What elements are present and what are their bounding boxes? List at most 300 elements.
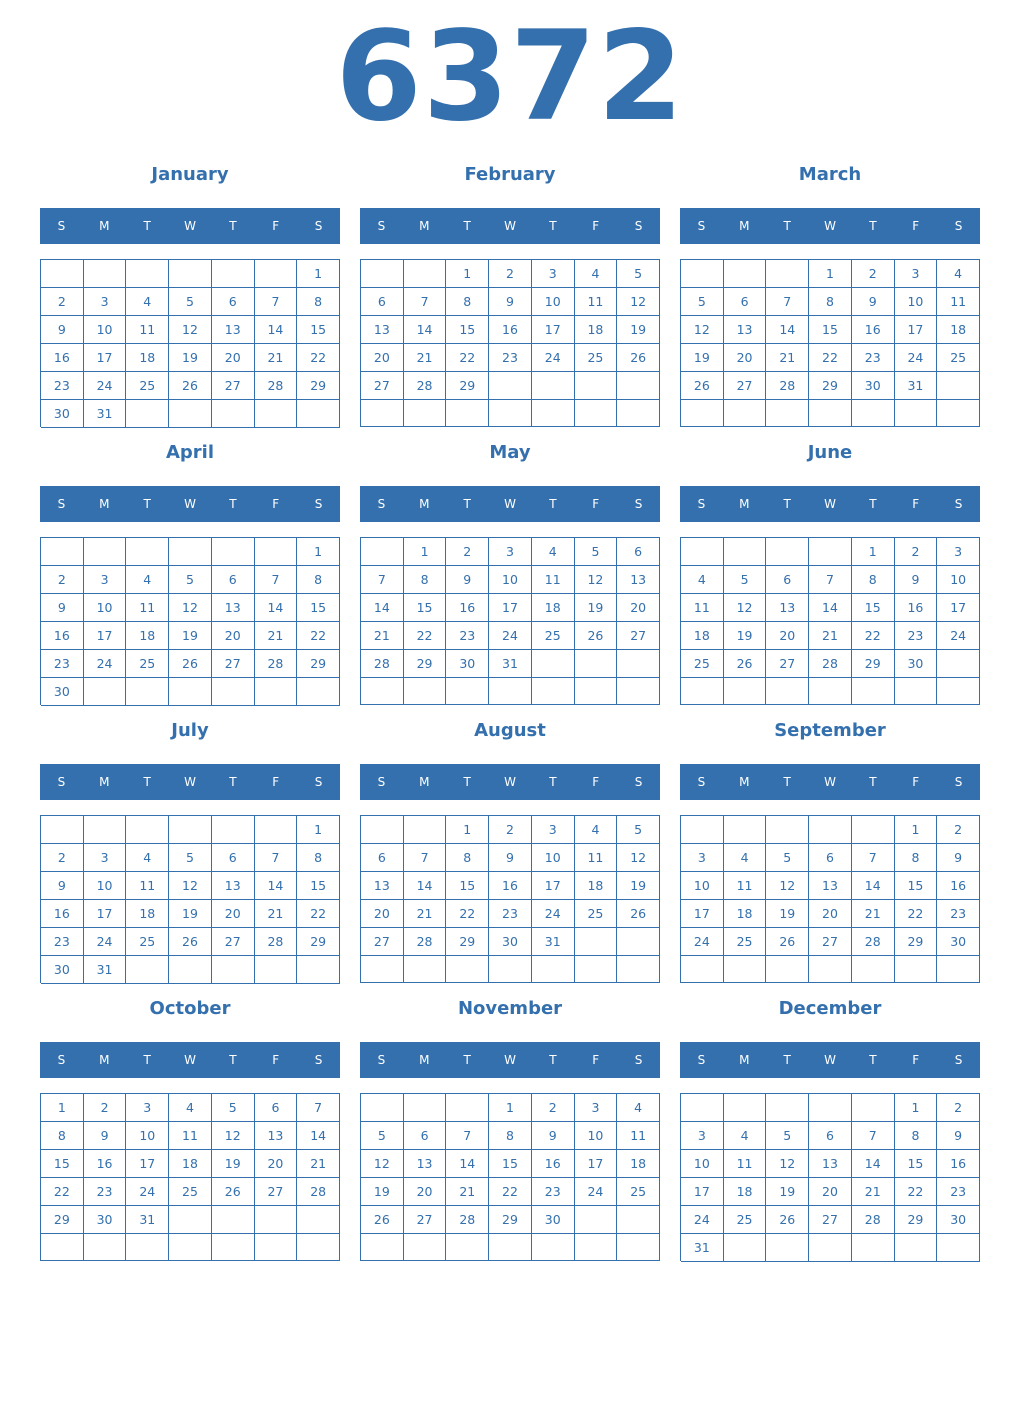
day-cell: 10	[489, 566, 532, 594]
day-cell: 1	[297, 538, 340, 566]
weekday-label: S	[697, 775, 706, 789]
day-cell: 24	[126, 1178, 169, 1206]
empty-day-cell	[489, 400, 532, 427]
day-cell: 20	[404, 1178, 447, 1206]
empty-day-cell	[361, 956, 404, 983]
month-name: October	[149, 998, 231, 1019]
day-cell: 11	[617, 1122, 660, 1150]
day-cell: 15	[446, 872, 489, 900]
day-cell: 30	[852, 372, 895, 400]
day-cell: 25	[937, 344, 980, 372]
empty-day-cell	[766, 400, 809, 427]
day-cell: 17	[84, 900, 127, 928]
day-cell: 17	[84, 344, 127, 372]
weekday-label: T	[869, 497, 877, 511]
day-cell: 7	[404, 288, 447, 316]
day-cell: 14	[852, 872, 895, 900]
empty-day-cell	[852, 1094, 895, 1122]
day-cell: 1	[297, 816, 340, 844]
day-cell: 16	[446, 594, 489, 622]
day-cell: 28	[809, 650, 852, 678]
day-cell: 19	[169, 622, 212, 650]
empty-day-cell	[575, 650, 618, 678]
weekday-label: F	[912, 775, 920, 789]
month-name: September	[774, 720, 886, 741]
day-cell: 19	[617, 316, 660, 344]
day-cell: 2	[852, 260, 895, 288]
day-cell: 7	[446, 1122, 489, 1150]
day-cell: 3	[937, 538, 980, 566]
month-name: December	[778, 998, 882, 1019]
weekday-label: M	[419, 1053, 430, 1067]
empty-day-cell	[575, 928, 618, 956]
empty-day-cell	[126, 1234, 169, 1261]
day-cell: 1	[489, 1094, 532, 1122]
weekday-label: S	[314, 497, 323, 511]
day-cell: 18	[681, 622, 724, 650]
day-cell: 10	[681, 1150, 724, 1178]
day-cell: 19	[169, 900, 212, 928]
day-cell: 27	[212, 928, 255, 956]
month-march	[680, 160, 980, 430]
weekday-label: F	[272, 775, 280, 789]
weekday-label: T	[143, 775, 151, 789]
day-cell: 24	[895, 344, 938, 372]
empty-day-cell	[937, 956, 980, 983]
day-cell: 29	[446, 928, 489, 956]
day-cell: 17	[532, 316, 575, 344]
empty-day-cell	[446, 1094, 489, 1122]
empty-day-cell	[361, 1234, 404, 1261]
empty-day-cell	[532, 678, 575, 705]
day-cell: 26	[617, 344, 660, 372]
day-cell: 29	[489, 1206, 532, 1234]
day-cell: 4	[575, 816, 618, 844]
weekday-label: S	[377, 219, 386, 233]
month-name: June	[807, 442, 853, 463]
day-cell: 28	[361, 650, 404, 678]
weekday-label: S	[634, 1053, 643, 1067]
day-cell: 7	[297, 1094, 340, 1122]
month-name: August	[474, 720, 546, 741]
day-cell: 4	[937, 260, 980, 288]
day-cell: 26	[169, 372, 212, 400]
day-cell: 10	[575, 1122, 618, 1150]
day-cell: 19	[617, 872, 660, 900]
day-cell: 26	[212, 1178, 255, 1206]
day-cell: 27	[255, 1178, 298, 1206]
day-cell: 3	[532, 260, 575, 288]
empty-day-cell	[617, 956, 660, 983]
empty-day-cell	[446, 400, 489, 427]
month-july	[40, 716, 340, 986]
day-cell: 4	[681, 566, 724, 594]
day-cell: 12	[766, 1150, 809, 1178]
day-cell: 25	[169, 1178, 212, 1206]
day-cell: 21	[852, 900, 895, 928]
weekday-label: T	[549, 219, 557, 233]
day-cell: 28	[404, 928, 447, 956]
day-cell: 20	[809, 1178, 852, 1206]
day-cell: 21	[446, 1178, 489, 1206]
day-cell: 13	[617, 566, 660, 594]
day-cell: 7	[809, 566, 852, 594]
weekday-label: T	[143, 1053, 151, 1067]
day-cell: 21	[361, 622, 404, 650]
day-cell: 20	[255, 1150, 298, 1178]
day-cell: 28	[766, 372, 809, 400]
empty-day-cell	[404, 678, 447, 705]
day-cell: 12	[617, 288, 660, 316]
empty-day-cell	[84, 816, 127, 844]
day-cell: 13	[404, 1150, 447, 1178]
empty-day-cell	[724, 678, 767, 705]
empty-day-cell	[84, 1234, 127, 1261]
empty-day-cell	[532, 1234, 575, 1261]
day-cell: 10	[532, 844, 575, 872]
day-cell: 17	[532, 872, 575, 900]
day-cell: 9	[41, 316, 84, 344]
day-cell: 29	[297, 928, 340, 956]
empty-day-cell	[404, 1234, 447, 1261]
day-cell: 17	[681, 900, 724, 928]
day-cell: 2	[937, 816, 980, 844]
day-cell: 12	[361, 1150, 404, 1178]
day-cell: 31	[84, 956, 127, 984]
day-cell: 30	[937, 1206, 980, 1234]
empty-day-cell	[255, 1234, 298, 1261]
day-cell: 10	[84, 872, 127, 900]
day-cell: 11	[575, 288, 618, 316]
weekday-label: T	[229, 1053, 237, 1067]
day-cell: 4	[532, 538, 575, 566]
day-cell: 6	[809, 844, 852, 872]
weekday-label: M	[419, 775, 430, 789]
weekday-label: T	[869, 1053, 877, 1067]
day-cell: 20	[617, 594, 660, 622]
day-cell: 24	[681, 928, 724, 956]
day-cell: 7	[766, 288, 809, 316]
empty-day-cell	[404, 260, 447, 288]
day-cell: 11	[126, 594, 169, 622]
day-cell: 14	[766, 316, 809, 344]
day-cell: 31	[126, 1206, 169, 1234]
empty-day-cell	[404, 400, 447, 427]
day-grid	[360, 537, 660, 705]
weekday-label: S	[954, 1053, 963, 1067]
day-cell: 4	[617, 1094, 660, 1122]
day-cell: 18	[724, 900, 767, 928]
empty-day-cell	[724, 260, 767, 288]
empty-day-cell	[169, 260, 212, 288]
day-cell: 26	[361, 1206, 404, 1234]
day-cell: 11	[575, 844, 618, 872]
empty-day-cell	[766, 1094, 809, 1122]
empty-day-cell	[446, 1234, 489, 1261]
empty-day-cell	[617, 650, 660, 678]
day-cell: 31	[681, 1234, 724, 1262]
empty-day-cell	[212, 260, 255, 288]
day-cell: 17	[84, 622, 127, 650]
day-cell: 25	[681, 650, 724, 678]
empty-day-cell	[169, 538, 212, 566]
day-cell: 3	[489, 538, 532, 566]
day-cell: 30	[532, 1206, 575, 1234]
day-cell: 7	[852, 1122, 895, 1150]
day-cell: 22	[809, 344, 852, 372]
empty-day-cell	[212, 678, 255, 706]
day-cell: 5	[681, 288, 724, 316]
empty-day-cell	[766, 1234, 809, 1262]
day-cell: 2	[41, 566, 84, 594]
day-cell: 18	[532, 594, 575, 622]
empty-day-cell	[575, 678, 618, 705]
day-cell: 4	[126, 288, 169, 316]
weekday-label: S	[697, 1053, 706, 1067]
day-cell: 7	[255, 844, 298, 872]
day-cell: 8	[404, 566, 447, 594]
weekday-label: W	[184, 497, 196, 511]
day-cell: 14	[852, 1150, 895, 1178]
empty-day-cell	[297, 956, 340, 984]
day-cell: 15	[809, 316, 852, 344]
weekday-label: T	[549, 497, 557, 511]
month-january	[40, 160, 340, 430]
day-cell: 29	[809, 372, 852, 400]
day-cell: 24	[84, 928, 127, 956]
day-cell: 20	[361, 344, 404, 372]
day-grid	[680, 537, 980, 705]
empty-day-cell	[575, 956, 618, 983]
year-title: 6372	[335, 5, 685, 149]
empty-day-cell	[212, 400, 255, 428]
day-cell: 14	[255, 594, 298, 622]
day-grid	[40, 1093, 340, 1261]
day-cell: 28	[255, 372, 298, 400]
day-cell: 25	[532, 622, 575, 650]
day-cell: 8	[297, 566, 340, 594]
empty-day-cell	[575, 1234, 618, 1261]
day-cell: 22	[852, 622, 895, 650]
empty-day-cell	[126, 956, 169, 984]
empty-day-cell	[361, 1094, 404, 1122]
empty-day-cell	[617, 1206, 660, 1234]
weekday-header	[680, 764, 980, 800]
day-cell: 26	[575, 622, 618, 650]
weekday-label: S	[314, 1053, 323, 1067]
day-cell: 7	[255, 566, 298, 594]
day-cell: 15	[895, 872, 938, 900]
day-cell: 6	[617, 538, 660, 566]
empty-day-cell	[617, 372, 660, 400]
day-cell: 31	[532, 928, 575, 956]
empty-day-cell	[255, 816, 298, 844]
day-cell: 21	[255, 900, 298, 928]
day-grid	[680, 1093, 980, 1261]
month-may	[360, 438, 660, 708]
day-cell: 13	[212, 316, 255, 344]
day-cell: 5	[169, 566, 212, 594]
weekday-label: M	[99, 219, 110, 233]
day-cell: 28	[404, 372, 447, 400]
weekday-label: W	[184, 1053, 196, 1067]
day-cell: 2	[84, 1094, 127, 1122]
day-cell: 3	[681, 844, 724, 872]
day-cell: 5	[766, 1122, 809, 1150]
day-cell: 1	[852, 538, 895, 566]
empty-day-cell	[126, 260, 169, 288]
day-cell: 11	[126, 316, 169, 344]
empty-day-cell	[809, 816, 852, 844]
weekday-label: S	[314, 775, 323, 789]
day-cell: 14	[255, 316, 298, 344]
day-cell: 1	[809, 260, 852, 288]
day-cell: 22	[489, 1178, 532, 1206]
day-cell: 10	[895, 288, 938, 316]
day-cell: 6	[404, 1122, 447, 1150]
empty-day-cell	[169, 1206, 212, 1234]
weekday-label: S	[377, 497, 386, 511]
empty-day-cell	[169, 400, 212, 428]
weekday-label: F	[272, 219, 280, 233]
day-cell: 29	[895, 928, 938, 956]
day-cell: 11	[937, 288, 980, 316]
empty-day-cell	[617, 1234, 660, 1261]
weekday-label: F	[912, 1053, 920, 1067]
day-cell: 28	[852, 1206, 895, 1234]
day-cell: 22	[895, 900, 938, 928]
day-cell: 20	[809, 900, 852, 928]
day-cell: 7	[361, 566, 404, 594]
day-cell: 26	[169, 928, 212, 956]
day-cell: 18	[169, 1150, 212, 1178]
day-cell: 4	[724, 844, 767, 872]
day-cell: 22	[895, 1178, 938, 1206]
weekday-label: T	[463, 1053, 471, 1067]
empty-day-cell	[895, 956, 938, 983]
day-cell: 17	[895, 316, 938, 344]
empty-day-cell	[724, 1234, 767, 1262]
day-cell: 20	[766, 622, 809, 650]
empty-day-cell	[404, 1094, 447, 1122]
weekday-header	[680, 486, 980, 522]
empty-day-cell	[126, 538, 169, 566]
empty-day-cell	[617, 928, 660, 956]
day-cell: 23	[84, 1178, 127, 1206]
empty-day-cell	[169, 956, 212, 984]
day-cell: 6	[809, 1122, 852, 1150]
day-cell: 29	[297, 650, 340, 678]
empty-day-cell	[937, 650, 980, 678]
day-cell: 18	[617, 1150, 660, 1178]
empty-day-cell	[681, 956, 724, 983]
empty-day-cell	[895, 400, 938, 427]
day-cell: 30	[937, 928, 980, 956]
weekday-label: W	[824, 1053, 836, 1067]
day-cell: 27	[404, 1206, 447, 1234]
month-name: April	[165, 442, 215, 463]
day-cell: 26	[169, 650, 212, 678]
day-cell: 24	[532, 900, 575, 928]
day-cell: 27	[212, 650, 255, 678]
day-cell: 10	[126, 1122, 169, 1150]
day-cell: 2	[446, 538, 489, 566]
empty-day-cell	[169, 816, 212, 844]
empty-day-cell	[297, 1206, 340, 1234]
day-grid	[360, 815, 660, 983]
day-cell: 5	[617, 816, 660, 844]
day-cell: 1	[446, 816, 489, 844]
day-cell: 2	[489, 260, 532, 288]
day-cell: 16	[489, 872, 532, 900]
empty-day-cell	[297, 400, 340, 428]
weekday-label: M	[739, 775, 750, 789]
day-cell: 13	[255, 1122, 298, 1150]
weekday-label: T	[783, 219, 791, 233]
day-cell: 6	[212, 566, 255, 594]
day-cell: 20	[212, 344, 255, 372]
day-cell: 14	[809, 594, 852, 622]
day-cell: 1	[404, 538, 447, 566]
day-cell: 27	[361, 372, 404, 400]
day-cell: 11	[724, 872, 767, 900]
day-cell: 8	[297, 288, 340, 316]
empty-day-cell	[169, 1234, 212, 1261]
day-cell: 15	[404, 594, 447, 622]
empty-day-cell	[84, 538, 127, 566]
empty-day-cell	[169, 678, 212, 706]
weekday-label: F	[272, 1053, 280, 1067]
weekday-label: M	[739, 219, 750, 233]
day-cell: 30	[41, 400, 84, 428]
day-grid	[40, 815, 340, 983]
day-cell: 9	[84, 1122, 127, 1150]
day-cell: 30	[895, 650, 938, 678]
empty-day-cell	[255, 260, 298, 288]
day-cell: 8	[852, 566, 895, 594]
weekday-label: T	[229, 219, 237, 233]
month-name: January	[151, 164, 229, 185]
empty-day-cell	[84, 678, 127, 706]
day-cell: 3	[532, 816, 575, 844]
empty-day-cell	[41, 1234, 84, 1261]
day-cell: 13	[212, 594, 255, 622]
empty-day-cell	[126, 678, 169, 706]
weekday-header	[360, 1042, 660, 1078]
day-cell: 16	[489, 316, 532, 344]
day-cell: 12	[724, 594, 767, 622]
day-cell: 19	[724, 622, 767, 650]
day-cell: 14	[297, 1122, 340, 1150]
day-cell: 13	[724, 316, 767, 344]
empty-day-cell	[489, 956, 532, 983]
day-cell: 23	[895, 622, 938, 650]
day-cell: 24	[937, 622, 980, 650]
month-december	[680, 994, 980, 1264]
weekday-label: S	[954, 775, 963, 789]
day-cell: 12	[169, 594, 212, 622]
empty-day-cell	[937, 1234, 980, 1262]
weekday-label: T	[783, 775, 791, 789]
day-cell: 10	[532, 288, 575, 316]
day-cell: 23	[532, 1178, 575, 1206]
day-cell: 11	[169, 1122, 212, 1150]
weekday-label: M	[99, 775, 110, 789]
day-cell: 16	[84, 1150, 127, 1178]
day-cell: 31	[895, 372, 938, 400]
day-cell: 12	[575, 566, 618, 594]
empty-day-cell	[489, 372, 532, 400]
